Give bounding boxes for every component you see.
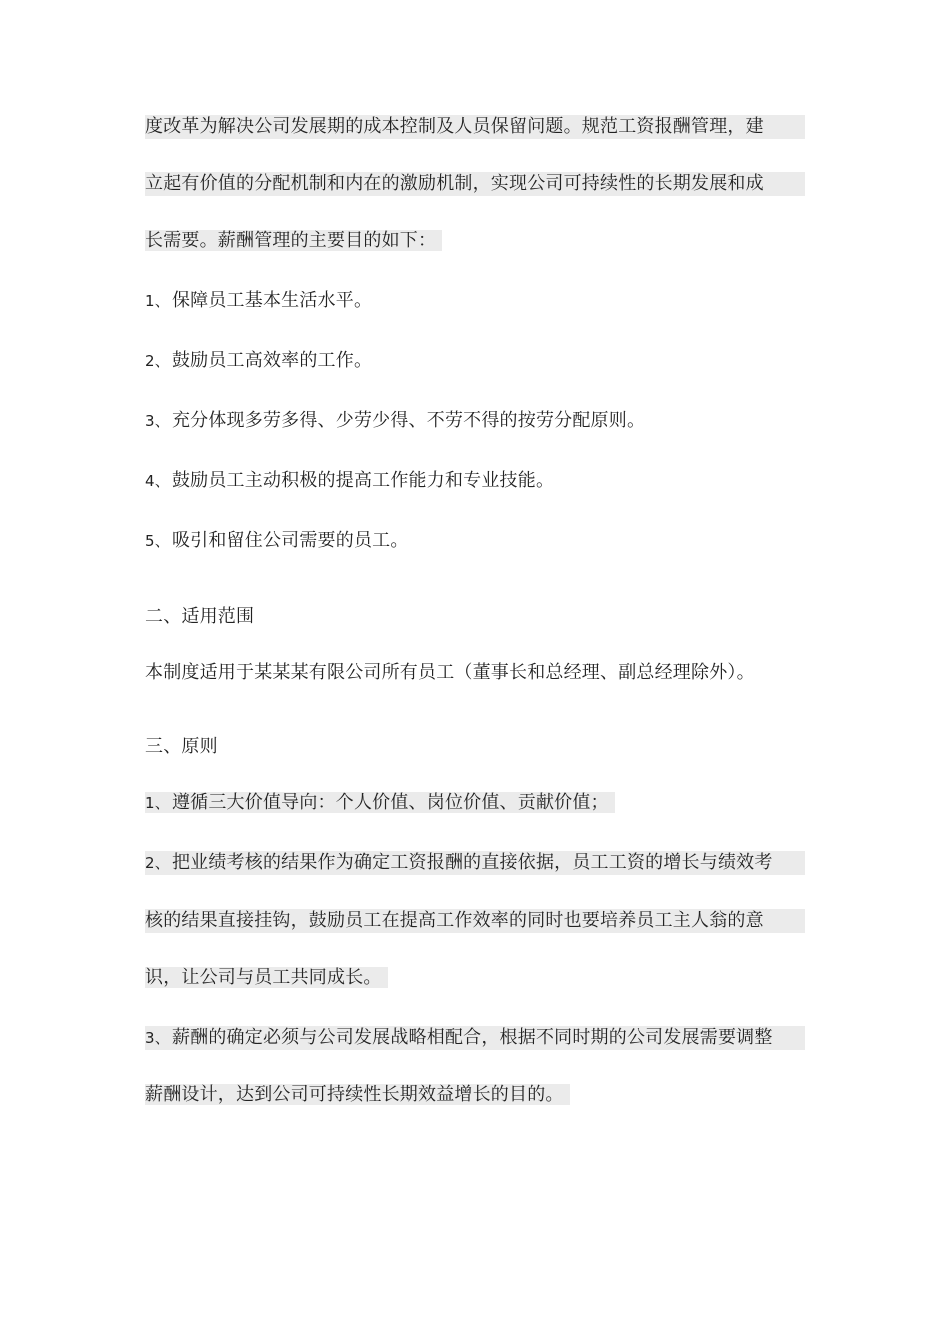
principle-item-2-line-1 <box>145 851 805 875</box>
principle-item-2-line-2 <box>145 909 805 933</box>
goal-number: 2、 <box>145 352 170 370</box>
goal-item-4 <box>145 469 554 493</box>
principle-3-line-1-content <box>145 1026 805 1050</box>
principle-item-3-line-2 <box>145 1083 570 1107</box>
intro-line-3 <box>145 229 442 253</box>
principle-text: 遵循三大价值导向：个人价值、岗位价值、贡献价值； <box>171 792 609 813</box>
goal-text: 保障员工基本生活水平。 <box>171 290 373 311</box>
intro-line-1-text: 度改革为解决公司发展期的成本控制及人员保留问题。规范工资报酬管理，建 <box>145 115 805 139</box>
goal-text: 充分体现多劳多得、少劳少得、不劳不得的按劳分配原则。 <box>171 410 646 431</box>
principle-item-2-line-3 <box>145 966 388 990</box>
principle-1-content <box>145 792 615 813</box>
principle-item-1 <box>145 791 615 815</box>
section-heading-principles: 三、原则 <box>145 736 218 757</box>
goal-item-2 <box>145 349 372 373</box>
goal-text: 鼓励员工高效率的工作。 <box>171 350 373 371</box>
principle-text: 把业绩考核的结果作为确定工资报酬的直接依据，员工工资的增长与绩效考 <box>171 852 773 873</box>
scope-text-line <box>145 661 755 685</box>
principle-number: 2、 <box>145 854 170 872</box>
goal-number: 1、 <box>145 292 170 310</box>
principle-2-line-3-text: 识，让公司与员工共同成长。 <box>145 967 388 988</box>
goal-number: 4、 <box>145 472 170 490</box>
section-heading-scope: 二、适用范围 <box>145 606 255 627</box>
intro-line-2-text: 立起有价值的分配机制和内在的激励机制，实现公司可持续性的长期发展和成 <box>145 172 805 196</box>
intro-line-1 <box>145 115 805 139</box>
principle-item-3-line-1 <box>145 1026 805 1050</box>
goal-item-5 <box>145 529 409 553</box>
goal-item-3 <box>145 409 645 433</box>
principle-3-line-2-text: 薪酬设计，达到公司可持续性长期效益增长的目的。 <box>145 1084 570 1105</box>
goal-item-1 <box>145 289 372 313</box>
goal-number: 3、 <box>145 412 170 430</box>
principle-2-line-2-text: 核的结果直接挂钩，鼓励员工在提高工作效率的同时也要培养员工主人翁的意 <box>145 909 805 933</box>
principle-text: 薪酬的确定必须与公司发展战略相配合，根据不同时期的公司发展需要调整 <box>171 1027 773 1048</box>
principle-number: 3、 <box>145 1029 170 1047</box>
principle-number: 1、 <box>145 794 170 812</box>
intro-line-2 <box>145 172 805 196</box>
intro-line-3-text: 长需要。薪酬管理的主要目的如下： <box>145 230 442 251</box>
goal-number: 5、 <box>145 532 170 550</box>
scope-text: 本制度适用于某某某有限公司所有员工（董事长和总经理、副总经理除外）。 <box>145 662 755 683</box>
goal-text: 吸引和留住公司需要的员工。 <box>171 530 409 551</box>
goal-text: 鼓励员工主动积极的提高工作能力和专业技能。 <box>171 470 555 491</box>
principle-2-line-1-content <box>145 851 805 875</box>
